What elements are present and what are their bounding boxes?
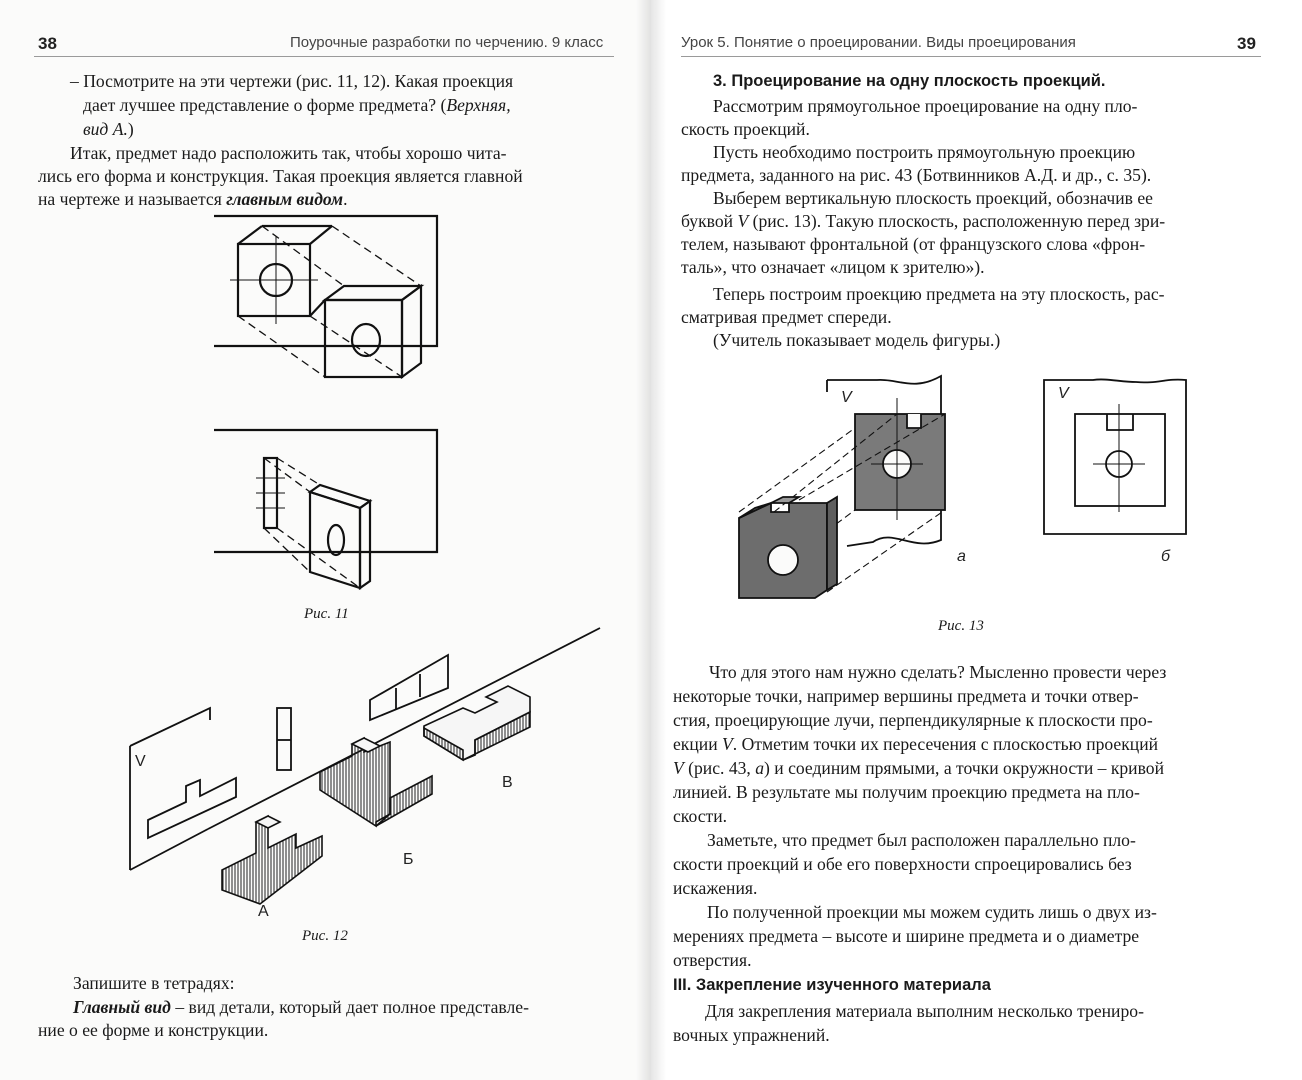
figure-caption: Рис. 13 [938, 618, 984, 634]
section-heading: 3. Проецирование на одну плоскость проекций. [713, 72, 1106, 90]
text-line: V (рис. 43, а) и соединим прямыми, а точки окружности – кривой [673, 758, 1164, 778]
text-line: По полученной проекции мы можем судить лишь о двух из- [707, 902, 1157, 922]
side-projection [277, 708, 291, 770]
text-line: скость проекций. [681, 119, 810, 139]
v-plane-top [130, 708, 210, 746]
text-line: искажения. [673, 878, 758, 898]
figure-label-a: а [957, 548, 966, 565]
section-heading: III. Закрепление изученного материала [673, 976, 991, 994]
figure-caption: Рис. 11 [304, 606, 349, 622]
text-line: предмета, заданного на рис. 43 (Ботвинников А.Д. и др., с. 35). [681, 165, 1152, 185]
figure-label-c: В [502, 774, 513, 791]
running-head: Урок 5. Понятие о проецировании. Виды проецирования [681, 34, 1076, 51]
text-line: сматривая предмет спереди. [681, 307, 892, 327]
text-line: (Учитель показывает модель фигуры.) [713, 330, 1001, 350]
text-line: скости проекций и обе его поверхности спроецировались без [673, 854, 1132, 874]
text-line: телем, называют фронтальной (от французского слова «фрон- [681, 234, 1146, 254]
text-line: Теперь построим проекцию предмета на эту плоскость, рас- [713, 284, 1165, 304]
text-line: Пусть необходимо построить прямоугольную проекцию [713, 142, 1136, 162]
text-line: – Посмотрите на эти чертежи (рис. 11, 12). Какая проекция [70, 71, 514, 91]
figure-caption: Рис. 12 [302, 928, 348, 944]
text-line: буквой V (рис. 13). Такую плоскость, расположенную перед зри- [681, 211, 1166, 231]
text-line: Итак, предмет надо расположить так, чтобы хорошо чита- [70, 143, 507, 163]
text-line: скости. [673, 806, 728, 826]
v-plane-projection [148, 778, 236, 838]
text-line: вид А.) [83, 119, 134, 139]
right-page [651, 0, 1302, 1080]
text-line: линией. В результате мы получим проекцию предмета на пло- [673, 782, 1140, 802]
figure-label-a: А [258, 903, 269, 920]
text-line: ние о ее форме и конструкции. [38, 1020, 269, 1040]
page-number: 38 [38, 34, 57, 53]
text-line: отверстия. [673, 950, 752, 970]
text-line: на чертеже и называется главным видом. [38, 189, 348, 209]
figure-label-v: V [1058, 385, 1069, 402]
text-line: некоторые точки, например вершины предмета и точки отвер- [673, 686, 1139, 706]
text-line: екции V. Отметим точки их пересечения с плоскостью проекций [673, 734, 1159, 754]
figure-label-b: б [1161, 548, 1170, 565]
text-line: Выберем вертикальную плоскость проекций, обозначив ее [713, 188, 1153, 208]
text-line: лись его форма и конструкция. Такая проекция является главной [38, 166, 523, 186]
page-number: 39 [1237, 34, 1256, 53]
text-line: мерениях предмета – высоте и ширине предмета и о диаметре [673, 926, 1140, 946]
figure-label-b: Б [403, 851, 414, 868]
text-line: вочных упражнений. [673, 1025, 830, 1045]
text-line: Заметьте, что предмет был расположен параллельно пло- [707, 830, 1136, 850]
text-line: дает лучшее представление о форме предмета? (Верхняя, [83, 95, 511, 115]
figure-label-v: V [135, 753, 146, 770]
top-projection [370, 655, 448, 720]
text-line: Запишите в тетрадях: [73, 973, 235, 993]
text-line: стия, проецирующие лучи, перпендикулярные к плоскости про- [673, 710, 1153, 730]
text-line: таль», что означает «лицом к зрителю»). [681, 257, 985, 277]
text-line: Что для этого нам нужно сделать? Мысленно провести через [709, 662, 1167, 682]
text-line: Для закрепления материала выполним несколько трениро- [705, 1001, 1144, 1021]
running-head: Поурочные разработки по черчению. 9 класс [290, 34, 604, 51]
figure-label-v: V [841, 389, 852, 406]
figure-13-drawing [651, 0, 1302, 640]
text-line: Рассмотрим прямоугольное проецирование на одну пло- [713, 96, 1138, 116]
figure-12-drawing [0, 0, 651, 940]
text-line: Главный вид – вид детали, который дает полное представле- [73, 997, 529, 1017]
